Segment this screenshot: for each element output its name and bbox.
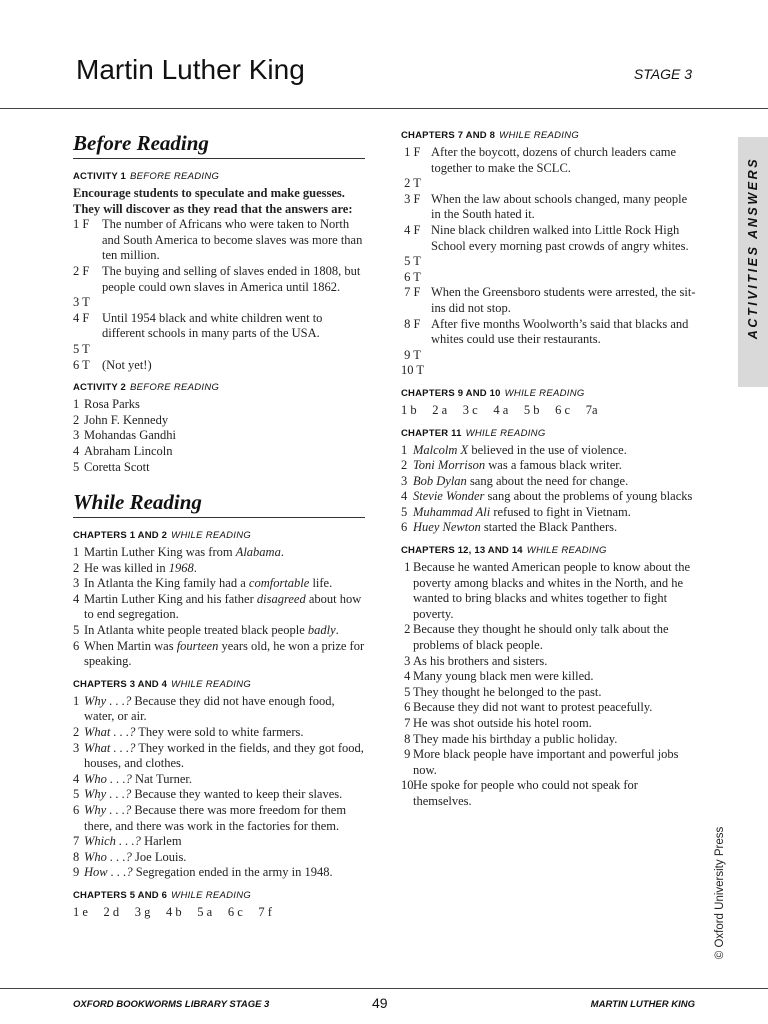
answer-item — [73, 741, 365, 772]
footer-book-title: MARTIN LUTHER KING — [590, 999, 695, 1010]
answer-item — [73, 834, 365, 850]
answer-text: Martin Luther King was from Alabama. — [84, 545, 284, 560]
answer-item — [401, 254, 697, 270]
answer-number: 8 F — [401, 316, 421, 331]
answer-text: Because they did not want to protest peacefully. — [413, 700, 653, 715]
answer-item — [401, 474, 697, 490]
answer-item — [401, 654, 697, 670]
answer-item — [73, 444, 365, 460]
answer-number: 5 — [73, 623, 80, 638]
answer-item — [401, 560, 697, 622]
answer-item — [73, 342, 365, 358]
chapter-11-answers — [401, 443, 697, 537]
answer-text — [431, 348, 697, 364]
answer-text: He spoke for people who could not speak for themselves. — [413, 778, 638, 808]
answer-number: 8 — [73, 849, 80, 864]
answer-text: Muhammad Ali refused to fight in Vietnam. — [413, 504, 631, 519]
answer-text: They made his birthday a public holiday. — [413, 731, 618, 746]
answer-text: Because he wanted American people to know about the poverty among blacks and whites in the North, and he wanted to bring blacks and whites together to fight poverty. — [413, 560, 690, 621]
answer-number: 5 — [73, 459, 80, 474]
answer-text: After five months Woolworth’s said that blacks and whites could use their restaurants. — [431, 316, 689, 347]
answer-item — [401, 700, 697, 716]
activity-sublabel: WHILE READING — [526, 545, 607, 557]
answer-number: 3 F — [401, 191, 421, 206]
answer-text: Coretta Scott — [84, 459, 150, 474]
answer-item — [73, 725, 365, 741]
answer-text: When the Greensboro students were arrested, the sit-ins did not stop. — [431, 285, 696, 315]
answer-text: Why . . .? Because they did not have enough food, water, or air. — [84, 693, 335, 724]
answer-number: 6 — [401, 520, 408, 535]
chapters-3-4-heading — [73, 679, 365, 691]
left-column — [73, 130, 365, 921]
answer-number: 3 — [401, 653, 411, 668]
answer-item — [401, 223, 697, 254]
answer-item — [73, 592, 365, 623]
answer-item — [73, 694, 365, 725]
answer-number: 9 — [73, 865, 80, 880]
answer-number: 9 — [401, 747, 411, 762]
answer-number: 1 F — [401, 145, 421, 159]
answer-number: 4 — [401, 669, 411, 684]
answer-item — [73, 460, 365, 476]
activity-label: CHAPTERS 1 AND 2 — [73, 530, 168, 542]
answer-item — [73, 865, 365, 881]
answer-number: 5 T — [73, 341, 90, 356]
answer-item — [73, 787, 365, 803]
answer-text: Mohandas Gandhi — [84, 428, 176, 443]
answer-item — [401, 489, 697, 505]
answer-text: When the law about schools changed, many people in the South hated it. — [431, 191, 688, 222]
answer-item — [401, 778, 697, 809]
activity-sublabel: WHILE READING — [171, 678, 252, 690]
answer-item — [73, 639, 365, 670]
answer-item — [401, 732, 697, 748]
answer-item — [73, 397, 365, 413]
answer-number: 7 — [401, 716, 411, 730]
answer-item — [73, 295, 365, 311]
answer-text: The buying and selling of slaves ended in 1808, but people could own slaves in America until 1862. — [102, 263, 361, 294]
activity-sublabel: BEFORE READING — [130, 171, 220, 182]
answer-item — [401, 685, 697, 701]
answer-item — [401, 285, 697, 316]
answer-number: 2 — [401, 458, 408, 473]
answer-number: 2 — [73, 560, 80, 575]
answer-text: Stevie Wonder sang about the problems of young blacks — [413, 489, 693, 504]
activity-sublabel: WHILE READING — [504, 387, 585, 399]
answer-number: 2 — [401, 622, 411, 637]
answer-item — [73, 264, 365, 295]
activity-1-heading — [73, 171, 365, 183]
answer-item — [401, 145, 697, 176]
answer-number: 4 — [401, 489, 408, 504]
answer-text: Which . . .? Harlem — [84, 834, 182, 849]
answer-item — [401, 348, 697, 364]
while-reading-heading: While Reading — [73, 489, 365, 518]
answer-number: 6 T — [73, 357, 90, 372]
answer-text: Abraham Lincoln — [84, 443, 173, 458]
chapters-12-14-heading — [401, 545, 697, 557]
answer-number: 3 T — [73, 295, 90, 310]
answer-text: They thought he belonged to the past. — [413, 684, 602, 699]
activity-label: ACTIVITY 2 — [73, 382, 127, 394]
activity-sublabel: WHILE READING — [465, 427, 546, 439]
answer-number: 5 T — [401, 254, 421, 269]
answer-number: 6 — [401, 700, 411, 715]
answer-item — [401, 520, 697, 536]
chapters-7-8-answers — [401, 145, 697, 379]
activity-label: CHAPTER 11 — [401, 427, 462, 439]
answer-item — [73, 428, 365, 444]
answer-item — [401, 505, 697, 521]
activity-label: CHAPTERS 5 AND 6 — [73, 889, 168, 901]
answer-text: Malcolm X believed in the use of violence. — [413, 442, 627, 457]
activity-label: CHAPTERS 3 AND 4 — [73, 678, 168, 690]
activity-1-intro: Encourage students to speculate and make guesses. They will discover as they read that the answers are: — [73, 186, 353, 216]
answer-item — [401, 443, 697, 459]
answer-text: The number of Africans who were taken to North and South America to become slaves was more than ten million. — [102, 217, 363, 263]
answer-item — [73, 850, 365, 866]
answer-item — [73, 545, 365, 561]
activity-label: ACTIVITY 1 — [73, 171, 127, 182]
answer-number: 2 — [73, 412, 80, 427]
answer-number: 6 — [73, 803, 80, 817]
answer-number: 5 — [73, 787, 80, 802]
answer-number: 3 — [73, 740, 80, 755]
answer-item — [73, 623, 365, 639]
answer-number: 4 F — [401, 222, 421, 237]
answer-item — [73, 772, 365, 788]
page-number: 49 — [372, 995, 388, 1011]
answer-number: 4 — [73, 591, 80, 606]
answer-number: 1 — [401, 442, 408, 457]
answer-text — [431, 254, 697, 270]
answer-text — [102, 295, 365, 311]
answer-number: 1 — [73, 545, 80, 560]
answer-item — [401, 363, 697, 379]
stage-label: STAGE 3 — [633, 66, 692, 82]
activity-sublabel: BEFORE READING — [130, 382, 220, 394]
activity-2-heading — [73, 382, 365, 394]
answer-number: 9 T — [401, 347, 421, 362]
answer-text: What . . .? They were sold to white farmers. — [84, 725, 304, 740]
answer-number: 2 — [73, 725, 80, 740]
footer-series: OXFORD BOOKWORMS LIBRARY STAGE 3 — [73, 999, 270, 1010]
answer-item — [73, 358, 365, 374]
answer-item — [401, 317, 697, 348]
activity-label: CHAPTERS 9 AND 10 — [401, 387, 501, 399]
activity-sublabel: WHILE READING — [171, 530, 252, 542]
answer-number: 8 — [401, 731, 411, 746]
answer-number: 4 — [73, 771, 80, 786]
answer-text: Because they thought he should only talk about the problems of black people. — [413, 622, 669, 653]
answer-text: In Atlanta the King family had a comfortable life. — [84, 576, 333, 591]
answer-text: Huey Newton started the Black Panthers. — [413, 520, 618, 535]
answer-number: 10 — [401, 778, 414, 793]
answer-number: 1 — [73, 397, 80, 412]
answer-text: (Not yet!) — [102, 357, 152, 372]
answer-number: 2 F — [73, 263, 90, 278]
answer-text: More black people have important and powerful jobs now. — [413, 747, 679, 777]
chapters-1-2-heading — [73, 530, 365, 542]
answer-text: In Atlanta white people treated black people badly. — [84, 623, 339, 638]
answer-number: 4 F — [73, 310, 90, 325]
answer-number: 1 — [73, 693, 80, 708]
answer-number: 3 — [73, 428, 80, 443]
answer-text — [102, 342, 365, 358]
answer-number: 6 — [73, 638, 80, 653]
answer-text: Martin Luther King and his father disagreed about how to end segregation. — [84, 591, 362, 622]
answer-item — [73, 576, 365, 592]
chapters-1-2-answers — [73, 545, 365, 670]
answer-number: 7 F — [401, 285, 421, 300]
answer-number: 6 T — [401, 269, 421, 284]
answer-number: 4 — [73, 443, 80, 458]
answer-item — [401, 458, 697, 474]
before-reading-heading: Before Reading — [73, 130, 365, 159]
answer-text: Who . . .? Nat Turner. — [84, 771, 192, 786]
answer-text: Who . . .? Joe Louis. — [84, 849, 187, 864]
chapters-12-14-answers — [401, 560, 697, 810]
chapters-3-4-answers — [73, 694, 365, 881]
answer-item — [401, 747, 697, 778]
chapters-5-6-heading — [73, 890, 365, 902]
answer-text: Many young black men were killed. — [413, 669, 594, 684]
side-tab-label: ACTIVITIES ANSWERS — [746, 156, 760, 340]
answer-number: 10 T — [401, 363, 425, 378]
right-column — [401, 130, 697, 810]
answer-number: 2 T — [401, 176, 421, 191]
answer-item — [73, 217, 365, 264]
chapters-9-10-heading — [401, 388, 697, 400]
chapters-5-6-answers: 1 e 2 d 3 g 4 b 5 a 6 c 7 f — [73, 904, 272, 919]
answer-item — [401, 669, 697, 685]
activity-2-answers — [73, 397, 365, 475]
answer-item — [401, 176, 697, 192]
answer-text: Until 1954 black and white children went to different schools in many parts of the USA. — [102, 310, 323, 341]
answer-text: When Martin was fourteen years old, he won a prize for speaking. — [84, 638, 365, 669]
answer-text: After the boycott, dozens of church leaders came together to make the SCLC. — [431, 145, 677, 175]
answer-number: 1 F — [73, 217, 90, 232]
answer-item — [73, 803, 365, 834]
answer-item — [73, 561, 365, 577]
header-rule — [0, 108, 768, 109]
answer-text: As his brothers and sisters. — [413, 653, 548, 668]
activity-1-answers — [73, 217, 365, 373]
answer-text: Why . . .? Because there was more freedom for them there, and there was work in the factories for them. — [84, 803, 347, 833]
activity-label: CHAPTERS 12, 13 AND 14 — [401, 545, 523, 557]
answer-number: 3 — [401, 473, 408, 488]
answer-item — [401, 270, 697, 286]
answer-text: Rosa Parks — [84, 397, 140, 412]
answer-text: Bob Dylan sang about the need for change. — [413, 473, 629, 488]
answer-text — [431, 270, 697, 286]
answer-number: 7 — [73, 834, 80, 849]
copyright-notice: © Oxford University Press — [714, 826, 726, 960]
chapter-11-heading — [401, 428, 697, 440]
answer-item — [401, 622, 697, 653]
answer-item — [73, 311, 365, 342]
activity-sublabel: WHILE READING — [171, 889, 252, 901]
answer-text: Nine black children walked into Little Rock High School every morning past crowds of angry whites. — [431, 222, 689, 253]
answer-number: 3 — [73, 576, 80, 591]
page-title: Martin Luther King — [76, 54, 305, 85]
answer-text: Toni Morrison was a famous black writer. — [413, 458, 622, 473]
answer-text: How . . .? Segregation ended in the army in 1948. — [84, 865, 333, 880]
answer-text — [431, 176, 697, 192]
activity-sublabel: WHILE READING — [499, 130, 580, 141]
activity-label: CHAPTERS 7 AND 8 — [401, 130, 496, 141]
answer-item — [401, 716, 697, 732]
answer-text: What . . .? They worked in the fields, and they got food, houses, and clothes. — [84, 740, 364, 771]
answer-number: 5 — [401, 684, 411, 699]
answer-text: John F. Kennedy — [84, 412, 169, 427]
answer-item — [73, 413, 365, 429]
answer-text — [431, 363, 697, 379]
answer-text: He was shot outside his hotel room. — [413, 716, 592, 730]
chapters-7-8-heading — [401, 130, 697, 142]
chapters-9-10-answers: 1 b 2 a 3 c 4 a 5 b 6 c 7a — [401, 402, 598, 417]
answer-item — [401, 192, 697, 223]
answer-number: 1 — [401, 560, 411, 575]
answer-text: Why . . .? Because they wanted to keep their slaves. — [84, 787, 343, 802]
answer-text: He was killed in 1968. — [84, 560, 197, 575]
footer-rule — [0, 988, 768, 989]
answer-number: 5 — [401, 504, 408, 519]
